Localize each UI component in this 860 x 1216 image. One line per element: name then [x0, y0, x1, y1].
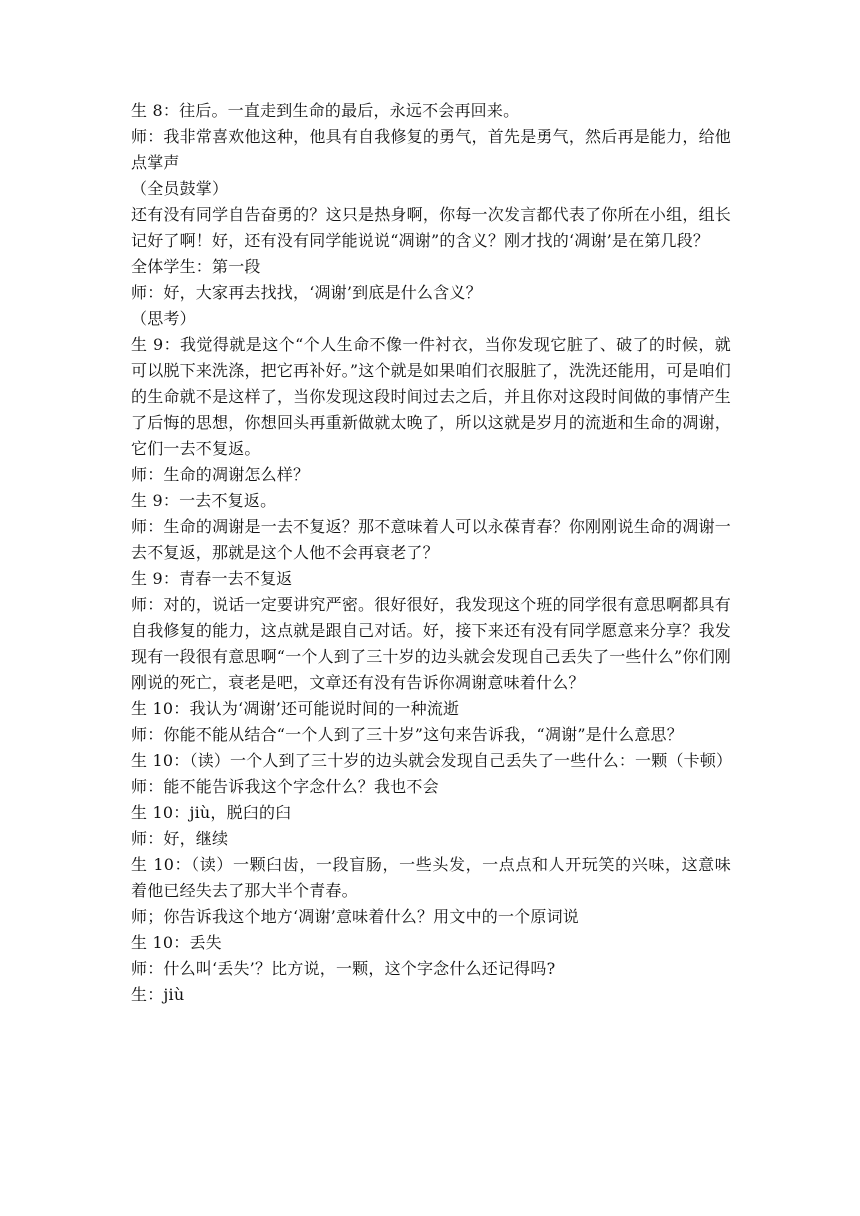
- paragraph: （全员鼓掌）: [131, 179, 229, 198]
- paragraph: 生 10：jiù，脱臼的臼: [131, 803, 292, 822]
- paragraph: 师：生命的凋谢怎么样？: [131, 465, 310, 484]
- paragraph: 生 8：往后。一直走到生命的最后，永远不会再回来。: [131, 101, 520, 120]
- paragraph: 生 10：（读）一个人到了三十岁的边头就会发现自己丢失了一些什么：一颗（卡顿）: [131, 751, 733, 770]
- paragraph: 生：jiù: [131, 985, 185, 1004]
- paragraph: 师：你能不能从结合“一个人到了三十岁”这句来告诉我，“凋谢”是什么意思？: [131, 725, 683, 744]
- paragraph: 生 10：丢失: [131, 933, 222, 952]
- paragraph: 生 9：一去不复返。: [131, 491, 277, 510]
- paragraph: 生 9：青春一去不复返: [131, 569, 293, 588]
- paragraph: 全体学生：第一段: [131, 257, 261, 276]
- paragraph: 师：对的，说话一定要讲究严密。很好很好，我发现这个班的同学很有意思啊都具有自我修复的能力，这点就是跟自己对话。好，接下来还有没有同学愿意来分享？我发现有一段很有意思啊“一个人到了三十岁的边头就会发现自己丢失了一些什么”你们刚刚说的死亡，衰老是吧，文章还有没有告诉你凋谢意味着什么？: [131, 595, 731, 692]
- paragraph: 师：我非常喜欢他这种，他具有自我修复的勇气，首先是勇气，然后再是能力，给他点掌声: [131, 127, 731, 172]
- paragraph: （思考）: [131, 309, 196, 328]
- document-body: [131, 98, 731, 1008]
- paragraph: 师：好，大家再去找找，‘凋谢’到底是什么含义？: [131, 283, 482, 302]
- paragraph: 师：生命的凋谢是一去不复返？那不意味着人可以永葆青春？你刚刚说生命的凋谢一去不复返，那就是这个人他不会再衰老了？: [131, 517, 731, 562]
- paragraph: 师；你告诉我这个地方‘凋谢’意味着什么？用文中的一个原词说: [131, 907, 579, 926]
- paragraph: 还有没有同学自告奋勇的？这只是热身啊，你每一次发言都代表了你所在小组，组长记好了啊！好，还有没有同学能说说“凋谢”的含义？刚才找的‘凋谢’是在第几段？: [131, 205, 731, 250]
- paragraph: 生 9：我觉得就是这个“个人生命不像一件衬衣，当你发现它脏了、破了的时候，就可以脱下来洗涤，把它再补好。”这个就是如果咱们衣服脏了，洗洗还能用，可是咱们的生命就不是这样了，当你发现这段时间过去之后，并且你对这段时间做的事情产生了后悔的思想，你想回头再重新做就太晚了，所以这就是岁月的流逝和生命的凋谢，它们一去不复返。: [131, 335, 731, 458]
- paragraph: 生 10：（读）一颗臼齿，一段盲肠，一些头发，一点点和人开玩笑的兴味，这意味着他已经失去了那大半个青春。: [131, 855, 731, 900]
- paragraph: 师：好，继续: [131, 829, 229, 848]
- paragraph: 师：能不能告诉我这个字念什么？我也不会: [131, 777, 439, 796]
- paragraph: 师：什么叫‘丢失’？比方说，一颗，这个字念什么还记得吗?: [131, 959, 556, 978]
- paragraph: 生 10：我认为‘凋谢’还可能说时间的一种流逝: [131, 699, 460, 718]
